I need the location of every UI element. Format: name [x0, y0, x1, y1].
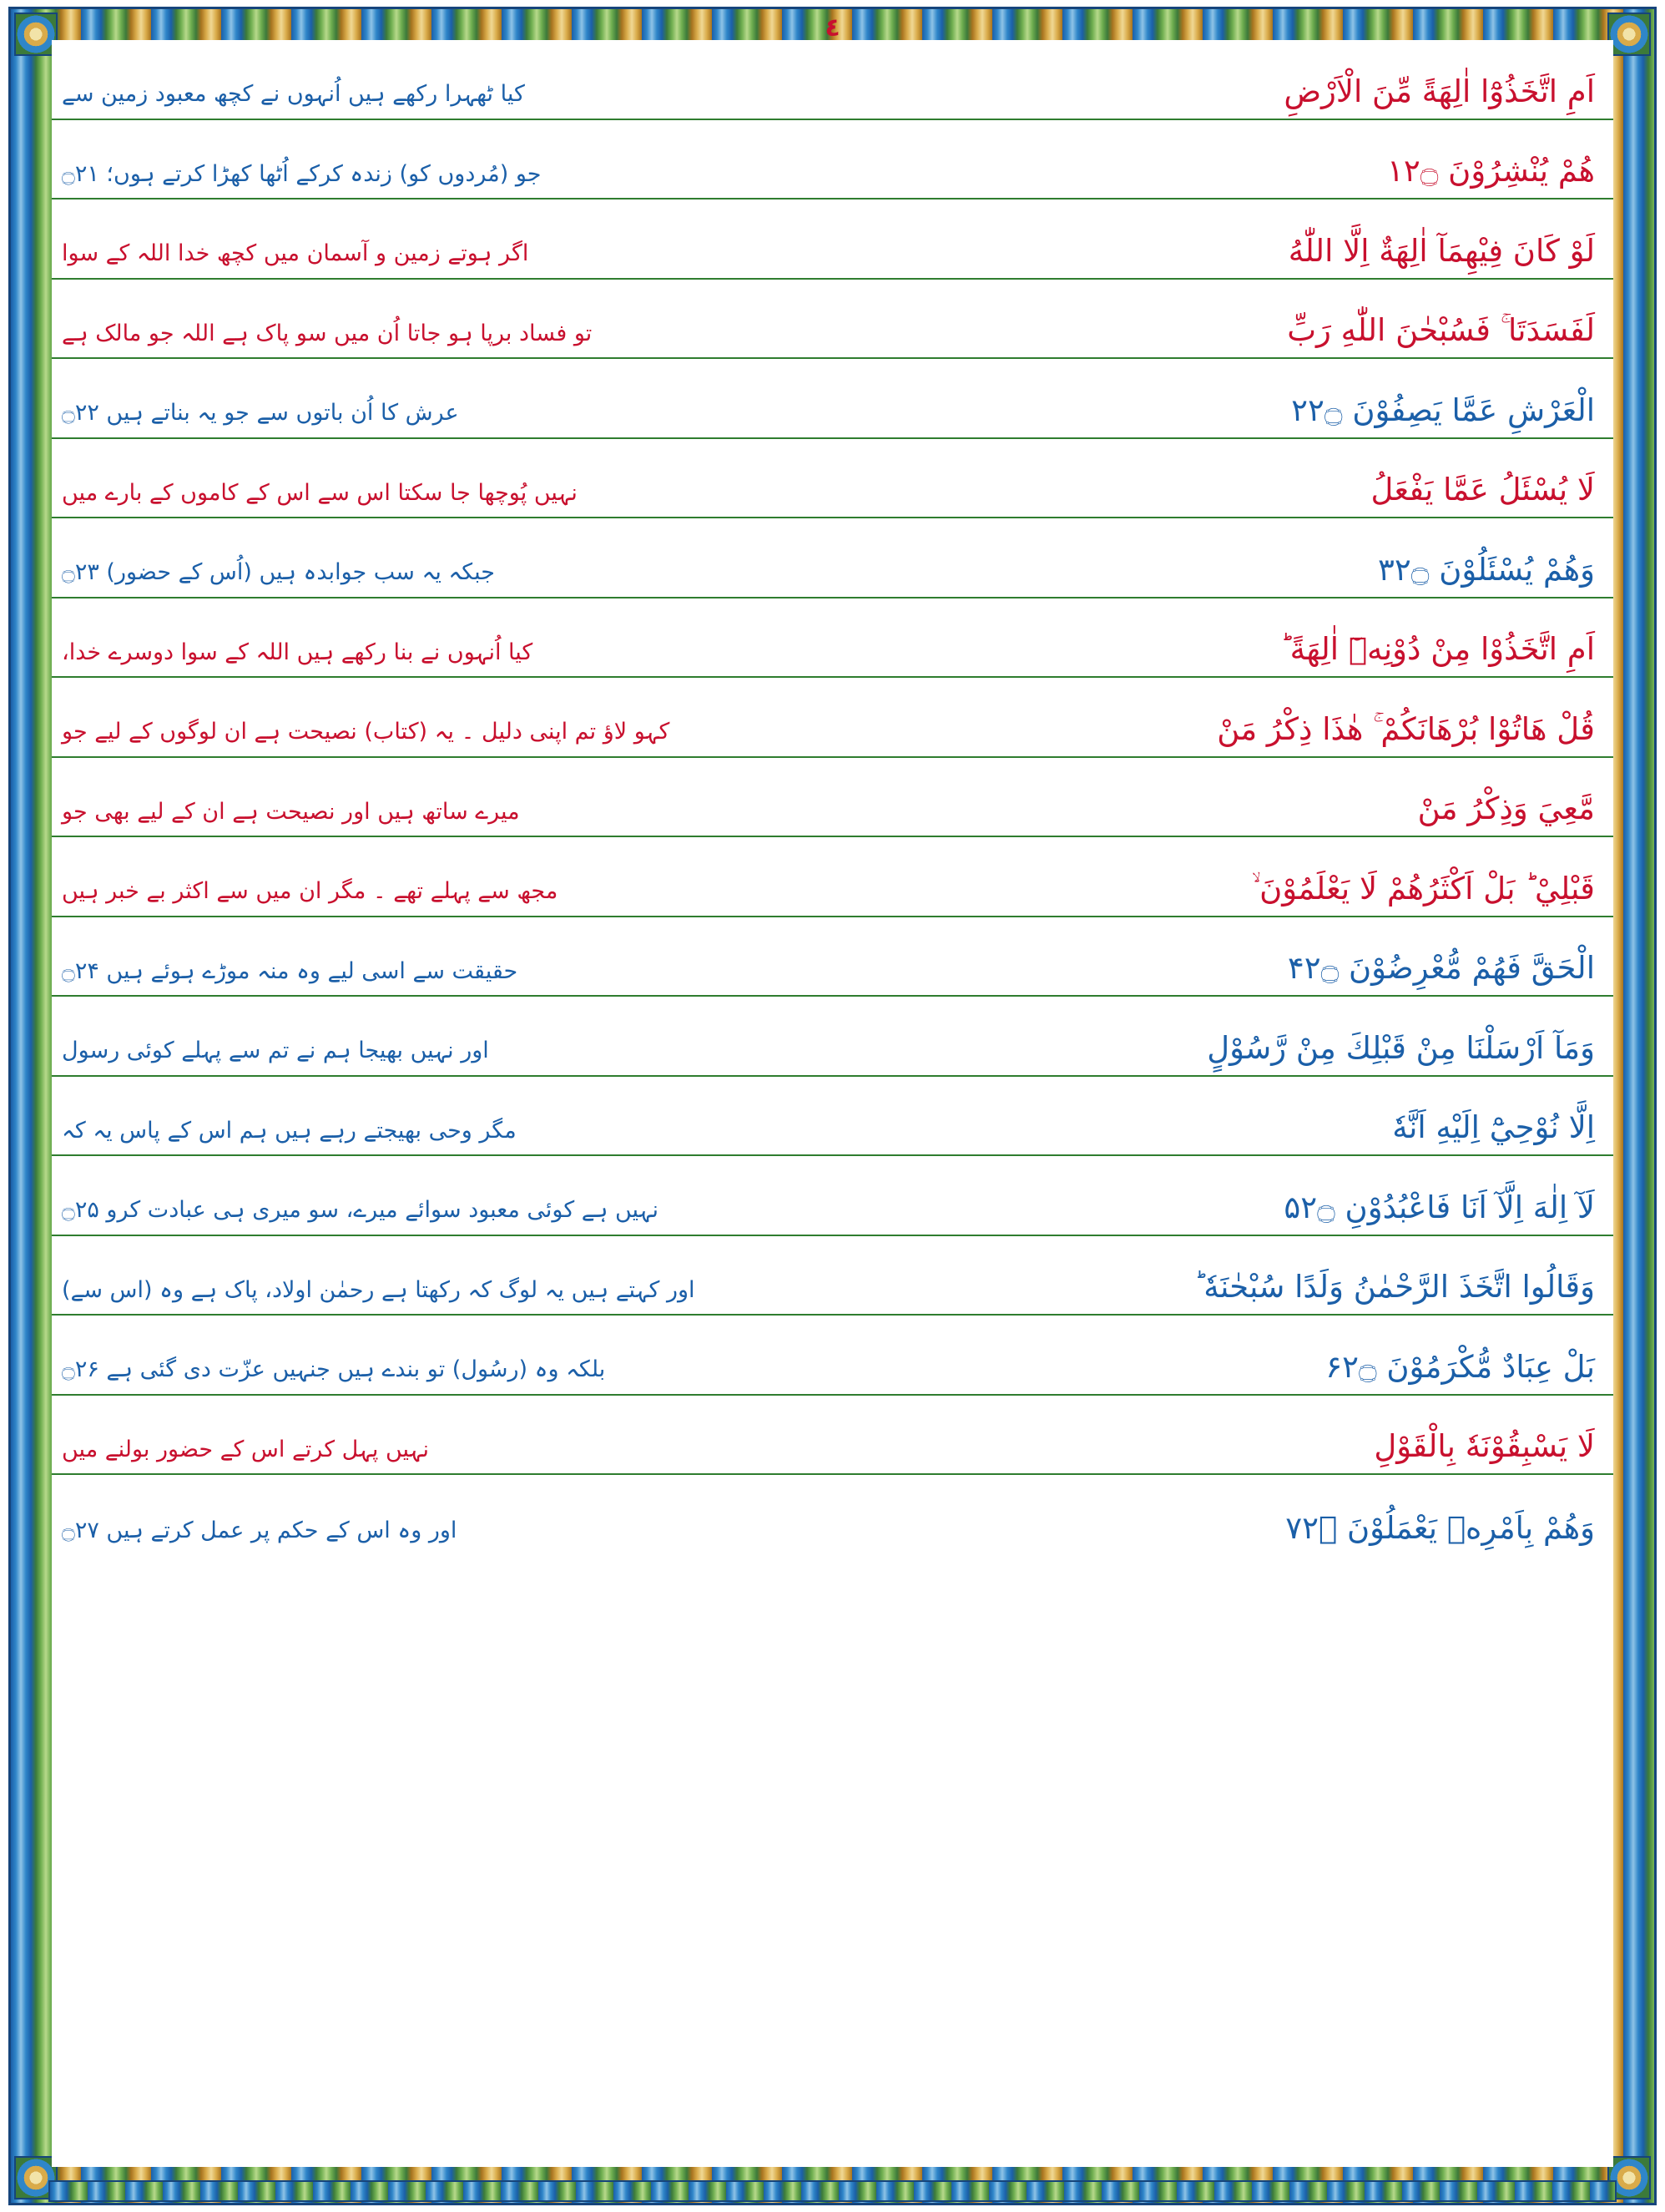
verse-line [52, 1156, 1613, 1236]
arabic-text: وَمَآ اَرْسَلْنَا مِنْ قَبْلِكَ مِنْ رَّسُوْلٍ [1207, 1029, 1595, 1066]
verse-line [52, 518, 1613, 598]
urdu-translation: اور کہتے ہیں یہ لوگ کہ رکھتا ہے رحمٰن اولاد، پاک ہے وہ (اس سے) [62, 1276, 695, 1303]
arabic-text: وَهُمْ بِاَمْرِهٖ يَعْمَلُوْنَ ۝۲۷ [1285, 1509, 1595, 1546]
urdu-translation: تو فساد برپا ہو جاتا اُن میں سو پاک ہے اللہ جو مالک ہے [62, 320, 593, 346]
urdu-translation: حقیقت سے اسی لیے وہ منہ موڑے ہوئے ہیں ۝۲۴ [62, 957, 518, 984]
verse-line [52, 1077, 1613, 1157]
verse-line [52, 359, 1613, 439]
urdu-translation: نہیں پُوچھا جا سکتا اس سے اس کے کاموں کے بارے میں [62, 479, 578, 506]
urdu-translation: عرش کا اُن باتوں سے جو یہ بناتے ہیں ۝۲۲ [62, 400, 459, 427]
urdu-translation: میرے ساتھ ہیں اور نصیحت ہے ان کے لیے بھی جو [62, 798, 520, 825]
urdu-translation: نہیں ہے کوئی معبود سوائے میرے، سو میری ہی عبادت کرو ۝۲۵ [62, 1197, 659, 1224]
urdu-translation: جبکہ یہ سب جوابدہ ہیں (اُس کے حضور) ۝۲۳ [62, 559, 495, 586]
urdu-translation: کیا اُنہوں نے بنا رکھے ہیں اللہ کے سوا دوسرے خدا، [62, 639, 533, 665]
arabic-text: اَمِ اتَّخَذُوْا مِنْ دُوْنِهٖٓ اٰلِهَةً ؕ [1279, 631, 1595, 668]
verse-line [52, 917, 1613, 997]
arabic-text: لَا يُسْئَلُ عَمَّا يَفْعَلُ [1370, 472, 1595, 508]
urdu-translation: مگر وحی بھیجتے رہے ہیں ہم اس کے پاس یہ کہ [62, 1117, 517, 1144]
arabic-text: لَوْ كَانَ فِيْهِمَآ اٰلِهَةٌ اِلَّا اللّٰهُ [1288, 232, 1595, 269]
arabic-text: لَا يَسْبِقُوْنَهٗ بِالْقَوْلِ [1374, 1428, 1595, 1465]
verse-line [52, 1236, 1613, 1316]
urdu-translation: مجھ سے پہلے تھے ۔ مگر ان میں سے اکثر بے خبر ہیں [62, 878, 558, 905]
verse-line [52, 678, 1613, 758]
verse-line [52, 40, 1613, 120]
arabic-text: بَلْ عِبَادٌ مُّكْرَمُوْنَ ۝۲۶ [1325, 1348, 1595, 1385]
verse-line [52, 758, 1613, 838]
urdu-translation: کیا ٹھہرا رکھے ہیں اُنہوں نے کچھ معبود زمین سے [62, 81, 525, 108]
verse-line [52, 598, 1613, 679]
verse-line [52, 439, 1613, 519]
arabic-text: وَهُمْ يُسْئَلُوْنَ ۝۲۳ [1378, 551, 1595, 588]
urdu-translation: اور وہ اس کے حکم پر عمل کرتے ہیں ۝۲۷ [62, 1518, 457, 1544]
verse-line [52, 120, 1613, 200]
urdu-translation: بلکہ وہ (رسُول) تو بندے ہیں جنہیں عزّت دی گئی ہے ۝۲۶ [62, 1356, 606, 1383]
arabic-text: الْحَقَّ فَهُمْ مُّعْرِضُوْنَ ۝۲۴ [1287, 950, 1595, 987]
arabic-text: اَمِ اتَّخَذُوْٓا اٰلِهَةً مِّنَ الْاَرْضِ [1284, 73, 1595, 109]
arabic-text: مَّعِيَ وَذِكْرُ مَنْ [1417, 790, 1595, 827]
arabic-text: لَفَسَدَتَا ۚ فَسُبْحٰنَ اللّٰهِ رَبِّ [1287, 312, 1595, 349]
verse-line [52, 1316, 1613, 1396]
urdu-translation: نہیں پہل کرتے اس کے حضور بولنے میں [62, 1436, 430, 1462]
arabic-text: هُمْ يُنْشِرُوْنَ ۝۲۱ [1386, 153, 1595, 189]
page-number: ٤ [825, 13, 840, 43]
verse-line [52, 837, 1613, 917]
urdu-translation: اور نہیں بھیجا ہم نے تم سے پہلے کوئی رسول [62, 1038, 489, 1064]
verse-line [52, 997, 1613, 1077]
verse-line [52, 1396, 1613, 1476]
arabic-text: اِلَّا نُوْحِيْٓ اِلَيْهِ اَنَّهٗ [1392, 1109, 1595, 1146]
urdu-translation: کہو لاؤ تم اپنی دلیل ۔ یہ (کتاب) نصیحت ہے ان لوگوں کے لیے جو [62, 719, 670, 745]
urdu-translation: جو (مُردوں کو) زندہ کرکے اُٹھا کھڑا کرتے ہوں؛ ۝۲۱ [62, 160, 542, 187]
arabic-text: لَآ اِلٰهَ اِلَّآ اَنَا فَاعْبُدُوْنِ ۝۲۵ [1284, 1189, 1595, 1225]
arabic-text: قَبْلِيْ ؕ بَلْ اَكْثَرُهُمْ لَا يَعْلَمُوْنَ ۙ [1251, 870, 1595, 907]
urdu-translation: اگر ہوتے زمین و آسمان میں کچھ خدا اللہ کے سوا [62, 240, 529, 267]
arabic-text: الْعَرْشِ عَمَّا يَصِفُوْنَ ۝۲۲ [1291, 391, 1595, 428]
verse-lines-container [52, 40, 1613, 2167]
bottom-ornamental-bar [48, 2180, 1617, 2202]
verse-line [52, 1475, 1613, 1555]
arabic-text: قُلْ هَاتُوْا بُرْهَانَكُمْ ۚ هٰذَا ذِكْرُ مَنْ [1217, 710, 1595, 747]
verse-line [52, 199, 1613, 280]
arabic-text: وَقَالُوا اتَّخَذَ الرَّحْمٰنُ وَلَدًا سُبْحٰنَهٗ ؕ [1193, 1269, 1595, 1305]
verse-line [52, 280, 1613, 360]
